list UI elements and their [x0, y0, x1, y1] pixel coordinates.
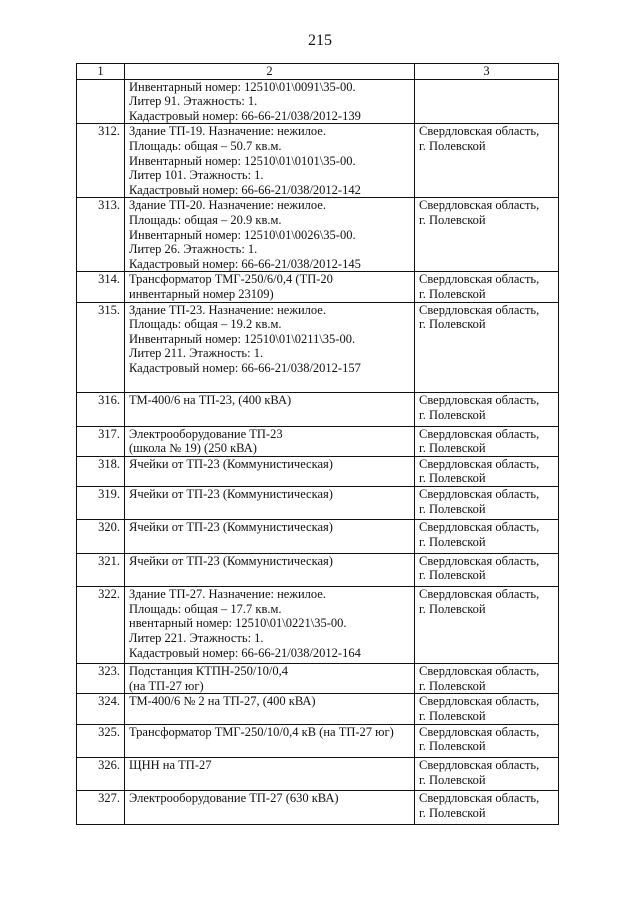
table-row — [77, 426, 559, 456]
row-number: 312. — [77, 124, 125, 198]
table-row — [77, 124, 559, 198]
address-line: Свердловская область, — [419, 487, 540, 502]
table-row — [77, 487, 559, 520]
description-line: Литер 101. Этажность: 1. — [129, 168, 264, 183]
address-line: г. Полевской — [419, 678, 486, 693]
address-line: Свердловская область, — [419, 456, 540, 471]
property-description — [125, 487, 415, 520]
description-line: Площадь: общая – 50.7 кв.м. — [129, 138, 282, 153]
address-line: Свердловская область, — [419, 664, 540, 679]
property-description — [125, 587, 415, 664]
address-line: г. Полевской — [419, 441, 486, 456]
table-row — [77, 302, 559, 393]
address-line: Свердловская область, — [419, 791, 540, 806]
address-line: Свердловская область, — [419, 520, 540, 535]
property-description — [125, 124, 415, 198]
description-line: Здание ТП-23. Назначение: нежилое. — [129, 302, 326, 317]
row-number: 321. — [77, 553, 125, 586]
row-number: 327. — [77, 791, 125, 824]
address-line: Свердловская область, — [419, 124, 540, 139]
property-address — [415, 198, 559, 272]
address-line: г. Полевской — [419, 534, 486, 549]
description-line: Кадастровый номер: 66-66-21/038/2012-145 — [129, 256, 361, 271]
property-address — [415, 426, 559, 456]
address-line: г. Полевской — [419, 317, 486, 332]
row-number: 315. — [77, 302, 125, 393]
property-address — [415, 79, 559, 124]
description-line: Подстанция КТПН-250/10/0,4 — [129, 664, 288, 679]
row-number: 314. — [77, 272, 125, 302]
table-row — [77, 587, 559, 664]
row-number — [77, 79, 125, 124]
description-line: ТМ-400/6 № 2 на ТП-27, (400 кВА) — [129, 694, 316, 709]
property-address — [415, 758, 559, 791]
property-address — [415, 553, 559, 586]
address-line: г. Полевской — [419, 501, 486, 516]
row-number: 323. — [77, 664, 125, 694]
row-number: 313. — [77, 198, 125, 272]
table-header-row — [77, 64, 559, 80]
address-line: г. Полевской — [419, 739, 486, 754]
table-row — [77, 198, 559, 272]
table-row — [77, 694, 559, 724]
address-line: Свердловская область, — [419, 694, 540, 709]
address-line: Свердловская область, — [419, 393, 540, 408]
address-line: г. Полевской — [419, 709, 486, 724]
property-description — [125, 456, 415, 486]
address-line: Свердловская область, — [419, 426, 540, 441]
property-description — [125, 694, 415, 724]
address-line: Свердловская область, — [419, 302, 540, 317]
description-line: Здание ТП-27. Назначение: нежилое. — [129, 587, 326, 602]
description-line: ЩНН на ТП-27 — [129, 758, 212, 773]
property-address — [415, 272, 559, 302]
table-row — [77, 758, 559, 791]
address-line: Свердловская область, — [419, 272, 540, 287]
property-description — [125, 393, 415, 426]
description-line: Кадастровый номер: 66-66-21/038/2012-142 — [129, 182, 361, 197]
address-line: г. Полевской — [419, 806, 486, 821]
property-address — [415, 694, 559, 724]
description-line: Литер 221. Этажность: 1. — [129, 630, 264, 645]
row-number: 326. — [77, 758, 125, 791]
description-line: Здание ТП-20. Назначение: нежилое. — [129, 198, 326, 213]
description-line: Инвентарный номер: 12510\01\0091\35-00. — [129, 79, 356, 94]
description-line: Кадастровый номер: 66-66-21/038/2012-139 — [129, 108, 361, 123]
description-line: Площадь: общая – 19.2 кв.м. — [129, 317, 282, 332]
table-row — [77, 791, 559, 824]
property-description — [125, 79, 415, 124]
row-number: 324. — [77, 694, 125, 724]
property-address — [415, 393, 559, 426]
row-number: 317. — [77, 426, 125, 456]
table-row — [77, 272, 559, 302]
description-line: Площадь: общая – 17.7 кв.м. — [129, 601, 282, 616]
address-line: Свердловская область, — [419, 587, 540, 602]
description-line: ТМ-400/6 на ТП-23, (400 кВА) — [129, 393, 292, 408]
property-address — [415, 487, 559, 520]
property-address — [415, 664, 559, 694]
table-row — [77, 79, 559, 124]
description-line: Трансформатор ТМГ-250/6/0,4 (ТП-20 — [129, 272, 333, 287]
property-description — [125, 724, 415, 757]
property-address — [415, 520, 559, 553]
table-row — [77, 664, 559, 694]
description-line: Площадь: общая – 20.9 кв.м. — [129, 212, 282, 227]
column-header-address: 3 — [415, 64, 559, 80]
property-description — [125, 664, 415, 694]
description-line: Литер 26. Этажность: 1. — [129, 242, 258, 257]
property-description — [125, 272, 415, 302]
description-line: Ячейки от ТП-23 (Коммунистическая) — [129, 456, 333, 471]
column-header-description: 2 — [125, 64, 415, 80]
column-header-number: 1 — [77, 64, 125, 80]
address-line: г. Полевской — [419, 568, 486, 583]
address-line: г. Полевской — [419, 601, 486, 616]
row-number: 320. — [77, 520, 125, 553]
property-address — [415, 124, 559, 198]
address-line: г. Полевской — [419, 286, 486, 301]
description-line: нвентарный номер: 12510\01\0221\35-00. — [129, 616, 347, 631]
description-line: Трансформатор ТМГ-250/10/0,4 кВ (на ТП-27 юг) — [129, 724, 394, 739]
address-line: г. Полевской — [419, 138, 486, 153]
description-line: (на ТП-27 юг) — [129, 678, 204, 693]
address-line: г. Полевской — [419, 471, 486, 486]
address-line: Свердловская область, — [419, 724, 540, 739]
address-line: г. Полевской — [419, 772, 486, 787]
property-registry-table — [76, 63, 559, 825]
description-line: Электрооборудование ТП-23 — [129, 426, 283, 441]
row-number: 316. — [77, 393, 125, 426]
property-address — [415, 456, 559, 486]
description-line: Инвентарный номер: 12510\01\0026\35-00. — [129, 227, 356, 242]
property-description — [125, 553, 415, 586]
property-description — [125, 758, 415, 791]
description-line: Литер 211. Этажность: 1. — [129, 346, 264, 361]
row-number: 319. — [77, 487, 125, 520]
property-address — [415, 724, 559, 757]
property-description — [125, 198, 415, 272]
address-line: Свердловская область, — [419, 198, 540, 213]
address-line: г. Полевской — [419, 212, 486, 227]
table-row — [77, 724, 559, 757]
table-row — [77, 553, 559, 586]
page-number: 215 — [308, 32, 332, 49]
property-address — [415, 791, 559, 824]
description-line: Ячейки от ТП-23 (Коммунистическая) — [129, 553, 333, 568]
description-line: Кадастровый номер: 66-66-21/038/2012-157 — [129, 360, 361, 375]
description-line: Литер 91. Этажность: 1. — [129, 94, 258, 109]
property-description — [125, 791, 415, 824]
address-line: Свердловская область, — [419, 758, 540, 773]
description-line: Инвентарный номер: 12510\01\0211\35-00. — [129, 331, 356, 346]
description-line: (школа № 19) (250 кВА) — [129, 441, 257, 456]
property-address — [415, 587, 559, 664]
property-description — [125, 426, 415, 456]
description-line: Электрооборудование ТП-27 (630 кВА) — [129, 791, 339, 806]
description-line: Здание ТП-19. Назначение: нежилое. — [129, 124, 326, 139]
property-description — [125, 302, 415, 393]
description-line: Ячейки от ТП-23 (Коммунистическая) — [129, 520, 333, 535]
row-number: 322. — [77, 587, 125, 664]
description-line: Инвентарный номер: 12510\01\0101\35-00. — [129, 153, 356, 168]
description-line: Кадастровый номер: 66-66-21/038/2012-164 — [129, 645, 361, 660]
row-number: 318. — [77, 456, 125, 486]
table-row — [77, 393, 559, 426]
table-body — [77, 79, 559, 824]
property-description — [125, 520, 415, 553]
description-line: инвентарный номер 23109) — [129, 286, 274, 301]
table-row — [77, 456, 559, 486]
address-line: г. Полевской — [419, 407, 486, 422]
row-number: 325. — [77, 724, 125, 757]
table-row — [77, 520, 559, 553]
description-line: Ячейки от ТП-23 (Коммунистическая) — [129, 487, 333, 502]
address-line: Свердловская область, — [419, 553, 540, 568]
property-address — [415, 302, 559, 393]
